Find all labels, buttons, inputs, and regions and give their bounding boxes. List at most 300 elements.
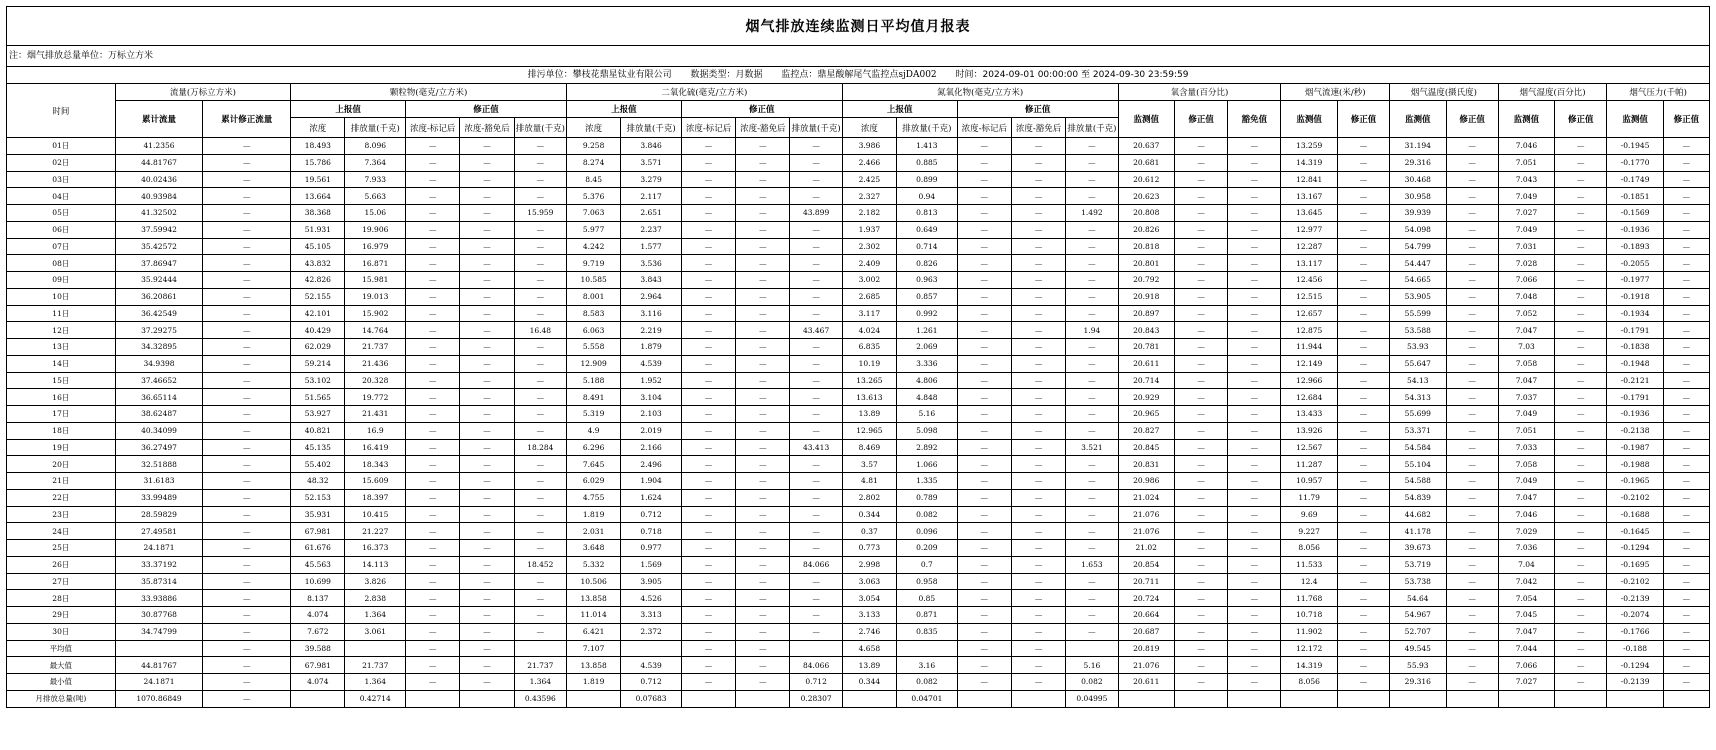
header-pm-conc-exempt: 浓度-豁免后	[460, 118, 514, 138]
table-cell: 1.492	[1066, 205, 1118, 222]
table-cell: —	[1011, 154, 1065, 171]
table-cell: —	[406, 171, 460, 188]
table-cell: 6.029	[566, 473, 620, 490]
table-cell: 0.42714	[345, 690, 406, 707]
table-cell: 31.6183	[115, 473, 203, 490]
table-cell: —	[514, 288, 566, 305]
table-row	[7, 355, 1710, 372]
table-cell: —	[681, 154, 735, 171]
header-pm: 颗粒物(毫克/立方米)	[291, 84, 567, 101]
table-cell: 44.81767	[115, 154, 203, 171]
table-cell: 7.051	[1498, 422, 1554, 439]
table-cell: 4.806	[897, 372, 958, 389]
table-cell: 53.102	[291, 372, 345, 389]
table-cell: 0.94	[897, 188, 958, 205]
table-cell: —	[1066, 339, 1118, 356]
table-cell: —	[460, 489, 514, 506]
table-cell: —	[1337, 640, 1389, 657]
table-cell: —	[1011, 640, 1065, 657]
table-cell: 7.364	[345, 154, 406, 171]
table-cell: —	[957, 506, 1011, 523]
table-cell: —	[957, 657, 1011, 674]
table-cell: —	[1663, 506, 1709, 523]
table-cell: —	[203, 305, 291, 322]
header-so2-reported: 上报值	[566, 101, 681, 118]
table-cell: —	[1446, 674, 1498, 691]
table-cell: 0.344	[842, 506, 896, 523]
table-cell: —	[1228, 623, 1281, 640]
header-so2-emission: 排放量(千克)	[621, 118, 682, 138]
table-cell: 7.048	[1498, 288, 1554, 305]
table-cell: —	[1446, 406, 1498, 423]
table-cell: —	[203, 540, 291, 557]
table-cell: —	[790, 473, 842, 490]
table-cell: —	[957, 523, 1011, 540]
table-cell: —	[1011, 573, 1065, 590]
table-cell	[842, 690, 896, 707]
table-cell: 0.649	[897, 221, 958, 238]
table-cell: -0.1977	[1607, 272, 1663, 289]
table-cell: —	[406, 540, 460, 557]
table-cell: 36.42549	[115, 305, 203, 322]
table-cell: —	[1337, 221, 1389, 238]
header-pm-corrected: 修正值	[406, 101, 567, 118]
table-cell: —	[1555, 322, 1607, 339]
table-cell: 24.1871	[115, 540, 203, 557]
table-cell: —	[406, 288, 460, 305]
table-cell: 40.02436	[115, 171, 203, 188]
table-cell: —	[1663, 607, 1709, 624]
table-cell: —	[1174, 489, 1227, 506]
table-cell: —	[1174, 305, 1227, 322]
header-pressure: 烟气压力(千帕)	[1607, 84, 1710, 101]
table-cell: —	[1555, 272, 1607, 289]
table-cell: —	[736, 456, 790, 473]
table-cell	[406, 690, 460, 707]
table-cell: 7.027	[1498, 674, 1554, 691]
table-cell: —	[406, 573, 460, 590]
header-velocity: 烟气流速(米/秒)	[1281, 84, 1390, 101]
table-cell: —	[1066, 372, 1118, 389]
table-cell: -0.1936	[1607, 406, 1663, 423]
table-cell: 27.49581	[115, 523, 203, 540]
table-cell: —	[1555, 205, 1607, 222]
table-cell: —	[957, 322, 1011, 339]
row-label: 19日	[7, 439, 116, 456]
table-cell: -0.1934	[1607, 305, 1663, 322]
table-cell: —	[406, 674, 460, 691]
table-cell: 20.808	[1118, 205, 1174, 222]
row-label: 最小值	[7, 674, 116, 691]
row-label: 01日	[7, 138, 116, 155]
table-cell: —	[736, 590, 790, 607]
table-cell: —	[790, 607, 842, 624]
table-cell: —	[681, 288, 735, 305]
table-cell: 21.227	[345, 523, 406, 540]
table-cell: —	[203, 556, 291, 573]
table-cell: —	[1066, 138, 1118, 155]
table-cell: 8.583	[566, 305, 620, 322]
monitor-point: 监控点：鼎星酸解尾气监控点sjDA002	[781, 70, 937, 80]
table-cell: —	[790, 573, 842, 590]
table-cell: —	[1174, 288, 1227, 305]
table-cell: 37.59942	[115, 221, 203, 238]
table-cell: -0.1770	[1607, 154, 1663, 171]
table-cell: —	[1446, 322, 1498, 339]
table-cell: —	[1011, 439, 1065, 456]
header-pressure-monitor: 监测值	[1607, 101, 1663, 138]
table-cell: 3.648	[566, 540, 620, 557]
table-cell: —	[460, 322, 514, 339]
table-cell	[291, 690, 345, 707]
table-cell: —	[1663, 473, 1709, 490]
table-cell: —	[1337, 372, 1389, 389]
table-cell: 11.902	[1281, 623, 1337, 640]
table-cell: 7.037	[1498, 389, 1554, 406]
table-cell: 4.658	[842, 640, 896, 657]
table-cell: —	[1446, 473, 1498, 490]
table-cell: —	[681, 355, 735, 372]
unit-note: 注：烟气排放总量单位：万标立方米	[6, 45, 1710, 66]
table-cell: —	[460, 272, 514, 289]
table-cell: 4.755	[566, 489, 620, 506]
table-cell: 5.098	[897, 422, 958, 439]
table-cell: 7.051	[1498, 154, 1554, 171]
table-cell: 20.781	[1118, 339, 1174, 356]
table-cell: —	[681, 406, 735, 423]
table-cell: —	[203, 355, 291, 372]
table-cell: 1.577	[621, 238, 682, 255]
table-cell: —	[1663, 456, 1709, 473]
table-cell: 2.998	[842, 556, 896, 573]
table-cell: 10.957	[1281, 473, 1337, 490]
table-cell: 43.899	[790, 205, 842, 222]
table-cell	[1174, 690, 1227, 707]
table-cell: —	[203, 389, 291, 406]
table-cell: —	[1174, 623, 1227, 640]
table-cell: —	[790, 272, 842, 289]
table-cell: 3.521	[1066, 439, 1118, 456]
table-cell: 53.738	[1390, 573, 1446, 590]
table-cell: 0.209	[897, 540, 958, 557]
table-cell: —	[514, 171, 566, 188]
table-cell: —	[460, 573, 514, 590]
table-cell: —	[790, 623, 842, 640]
table-cell: 1.952	[621, 372, 682, 389]
table-cell: —	[1228, 255, 1281, 272]
table-cell: —	[203, 640, 291, 657]
table-cell: 5.376	[566, 188, 620, 205]
table-cell: —	[957, 473, 1011, 490]
row-label: 14日	[7, 355, 116, 372]
table-cell: 4.81	[842, 473, 896, 490]
table-cell: —	[1337, 657, 1389, 674]
table-cell: 0.958	[897, 573, 958, 590]
table-cell: —	[1066, 590, 1118, 607]
table-cell: —	[1337, 674, 1389, 691]
table-cell: —	[1446, 255, 1498, 272]
table-cell: 9.719	[566, 255, 620, 272]
table-cell: —	[736, 154, 790, 171]
table-cell: —	[1555, 389, 1607, 406]
table-cell: —	[1011, 556, 1065, 573]
table-cell: 14.113	[345, 556, 406, 573]
table-cell: —	[790, 188, 842, 205]
monthly-report-table	[6, 83, 1710, 708]
table-cell: —	[406, 389, 460, 406]
table-cell: —	[1066, 456, 1118, 473]
table-cell: —	[1555, 255, 1607, 272]
table-cell: —	[203, 272, 291, 289]
table-cell: 0.344	[842, 674, 896, 691]
table-cell: —	[460, 171, 514, 188]
table-cell: —	[514, 506, 566, 523]
table-cell: 35.931	[291, 506, 345, 523]
table-cell: —	[1174, 439, 1227, 456]
table-cell: —	[736, 355, 790, 372]
table-cell: —	[1228, 506, 1281, 523]
table-cell: —	[1555, 221, 1607, 238]
table-cell: 11.768	[1281, 590, 1337, 607]
table-cell: 7.047	[1498, 623, 1554, 640]
table-cell: 20.612	[1118, 171, 1174, 188]
table-cell: 7.031	[1498, 238, 1554, 255]
table-cell: 12.977	[1281, 221, 1337, 238]
table-cell: 7.043	[1498, 171, 1554, 188]
table-cell: —	[1555, 540, 1607, 557]
table-cell: 12.909	[566, 355, 620, 372]
table-cell: —	[514, 221, 566, 238]
row-label: 24日	[7, 523, 116, 540]
table-cell: —	[1066, 422, 1118, 439]
table-cell: —	[1663, 657, 1709, 674]
table-cell: —	[957, 439, 1011, 456]
table-cell: 4.539	[621, 657, 682, 674]
table-cell: —	[736, 322, 790, 339]
table-cell: 12.287	[1281, 238, 1337, 255]
table-cell: 39.588	[291, 640, 345, 657]
header-so2-conc-exempt: 浓度-豁免后	[736, 118, 790, 138]
table-cell: -0.1749	[1607, 171, 1663, 188]
table-row	[7, 674, 1710, 691]
table-cell: -0.1791	[1607, 322, 1663, 339]
table-cell: 54.13	[1390, 372, 1446, 389]
table-cell: —	[1011, 657, 1065, 674]
row-label: 12日	[7, 322, 116, 339]
table-cell: —	[1446, 489, 1498, 506]
table-cell: —	[203, 690, 291, 707]
table-cell: —	[514, 623, 566, 640]
table-cell: -0.1294	[1607, 657, 1663, 674]
table-cell: —	[514, 272, 566, 289]
table-cell: —	[1663, 489, 1709, 506]
table-cell: —	[790, 372, 842, 389]
table-cell: 0.789	[897, 489, 958, 506]
table-cell: —	[1011, 288, 1065, 305]
table-cell: 54.799	[1390, 238, 1446, 255]
table-cell: —	[1663, 322, 1709, 339]
table-cell: —	[681, 456, 735, 473]
table-cell: 20.724	[1118, 590, 1174, 607]
table-cell: 0.885	[897, 154, 958, 171]
table-cell: 1.335	[897, 473, 958, 490]
table-cell: —	[1174, 657, 1227, 674]
table-cell: —	[406, 523, 460, 540]
table-cell: —	[514, 607, 566, 624]
table-cell: —	[736, 556, 790, 573]
table-cell: 7.049	[1498, 221, 1554, 238]
table-row	[7, 322, 1710, 339]
header-velocity-monitor: 监测值	[1281, 101, 1337, 138]
table-cell	[566, 690, 620, 707]
table-cell	[1663, 690, 1709, 707]
time-range: 时间：2024-09-01 00:00:00 至 2024-09-30 23:59:59	[955, 70, 1189, 80]
table-cell: 7.045	[1498, 607, 1554, 624]
table-row	[7, 221, 1710, 238]
table-cell: 21.431	[345, 406, 406, 423]
table-cell: —	[406, 439, 460, 456]
table-cell	[1011, 690, 1065, 707]
table-cell: 1.937	[842, 221, 896, 238]
table-cell: 40.34099	[115, 422, 203, 439]
table-cell: 7.058	[1498, 355, 1554, 372]
table-cell: —	[736, 238, 790, 255]
table-cell: 0.857	[897, 288, 958, 305]
table-cell: 7.049	[1498, 188, 1554, 205]
table-cell: 8.137	[291, 590, 345, 607]
table-cell: —	[1663, 573, 1709, 590]
table-cell: 5.977	[566, 221, 620, 238]
table-cell: —	[957, 305, 1011, 322]
table-cell: 51.565	[291, 389, 345, 406]
table-cell: —	[957, 456, 1011, 473]
table-cell: —	[460, 188, 514, 205]
table-cell: —	[203, 473, 291, 490]
table-cell: 11.014	[566, 607, 620, 624]
header-o2-corrected: 修正值	[1174, 101, 1227, 138]
table-cell: —	[1337, 305, 1389, 322]
table-cell: —	[514, 238, 566, 255]
table-cell: —	[1011, 607, 1065, 624]
table-cell: —	[1337, 607, 1389, 624]
table-cell: 8.491	[566, 389, 620, 406]
table-cell: —	[1066, 573, 1118, 590]
table-cell: —	[1555, 238, 1607, 255]
table-cell: —	[460, 255, 514, 272]
table-cell: —	[406, 406, 460, 423]
table-cell: —	[736, 674, 790, 691]
table-cell: 7.028	[1498, 255, 1554, 272]
table-cell: 3.986	[842, 138, 896, 155]
table-cell: —	[790, 138, 842, 155]
table-cell: —	[957, 188, 1011, 205]
table-row	[7, 238, 1710, 255]
table-cell: —	[514, 523, 566, 540]
table-cell: —	[957, 355, 1011, 372]
table-cell: —	[406, 205, 460, 222]
table-cell: —	[1337, 590, 1389, 607]
table-cell: 7.049	[1498, 406, 1554, 423]
row-label: 07日	[7, 238, 116, 255]
table-cell: —	[1174, 205, 1227, 222]
table-cell: —	[736, 389, 790, 406]
header-nox-reported: 上报值	[842, 101, 957, 118]
table-cell: 4.074	[291, 674, 345, 691]
table-cell: 11.533	[1281, 556, 1337, 573]
table-cell: 3.054	[842, 590, 896, 607]
table-cell: —	[1228, 339, 1281, 356]
table-cell: —	[1663, 406, 1709, 423]
table-cell: 19.561	[291, 171, 345, 188]
table-cell: —	[681, 640, 735, 657]
row-label: 06日	[7, 221, 116, 238]
table-cell: 31.194	[1390, 138, 1446, 155]
table-cell: 12.875	[1281, 322, 1337, 339]
table-cell: —	[681, 372, 735, 389]
table-cell: —	[1174, 154, 1227, 171]
table-cell: 9.258	[566, 138, 620, 155]
table-row	[7, 590, 1710, 607]
table-cell: —	[1066, 238, 1118, 255]
table-cell: —	[1555, 355, 1607, 372]
table-cell: 21.737	[345, 339, 406, 356]
table-cell: —	[460, 372, 514, 389]
table-cell: 2.685	[842, 288, 896, 305]
table-cell: —	[1066, 171, 1118, 188]
table-cell: 5.558	[566, 339, 620, 356]
table-cell: —	[514, 540, 566, 557]
table-cell: 7.052	[1498, 305, 1554, 322]
table-row	[7, 523, 1710, 540]
table-cell: —	[1337, 188, 1389, 205]
table-cell: 53.588	[1390, 322, 1446, 339]
table-cell: —	[1663, 372, 1709, 389]
table-cell: —	[957, 556, 1011, 573]
table-cell: 36.20861	[115, 288, 203, 305]
table-cell: —	[957, 138, 1011, 155]
table-cell: —	[1446, 439, 1498, 456]
table-cell: 13.926	[1281, 422, 1337, 439]
table-row	[7, 690, 1710, 707]
table-row	[7, 540, 1710, 557]
table-cell	[681, 690, 735, 707]
table-cell: —	[1066, 523, 1118, 540]
table-cell: 3.905	[621, 573, 682, 590]
table-cell: —	[406, 607, 460, 624]
table-cell: 5.332	[566, 556, 620, 573]
table-cell: —	[1066, 288, 1118, 305]
report	[6, 6, 1710, 744]
table-cell: —	[406, 556, 460, 573]
table-cell: —	[1663, 255, 1709, 272]
table-cell: —	[790, 305, 842, 322]
table-cell: —	[1174, 473, 1227, 490]
table-cell: —	[514, 406, 566, 423]
table-cell: —	[1174, 607, 1227, 624]
table-cell: —	[681, 389, 735, 406]
header-so2: 二氧化硫(毫克/立方米)	[566, 84, 842, 101]
table-row	[7, 607, 1710, 624]
table-cell: 3.002	[842, 272, 896, 289]
table-row	[7, 339, 1710, 356]
table-cell: —	[1066, 255, 1118, 272]
table-cell: 2.302	[842, 238, 896, 255]
table-cell: —	[957, 339, 1011, 356]
table-cell: 3.826	[345, 573, 406, 590]
table-cell: -0.1645	[1607, 523, 1663, 540]
table-cell: 43.413	[790, 439, 842, 456]
table-cell: 34.32895	[115, 339, 203, 356]
